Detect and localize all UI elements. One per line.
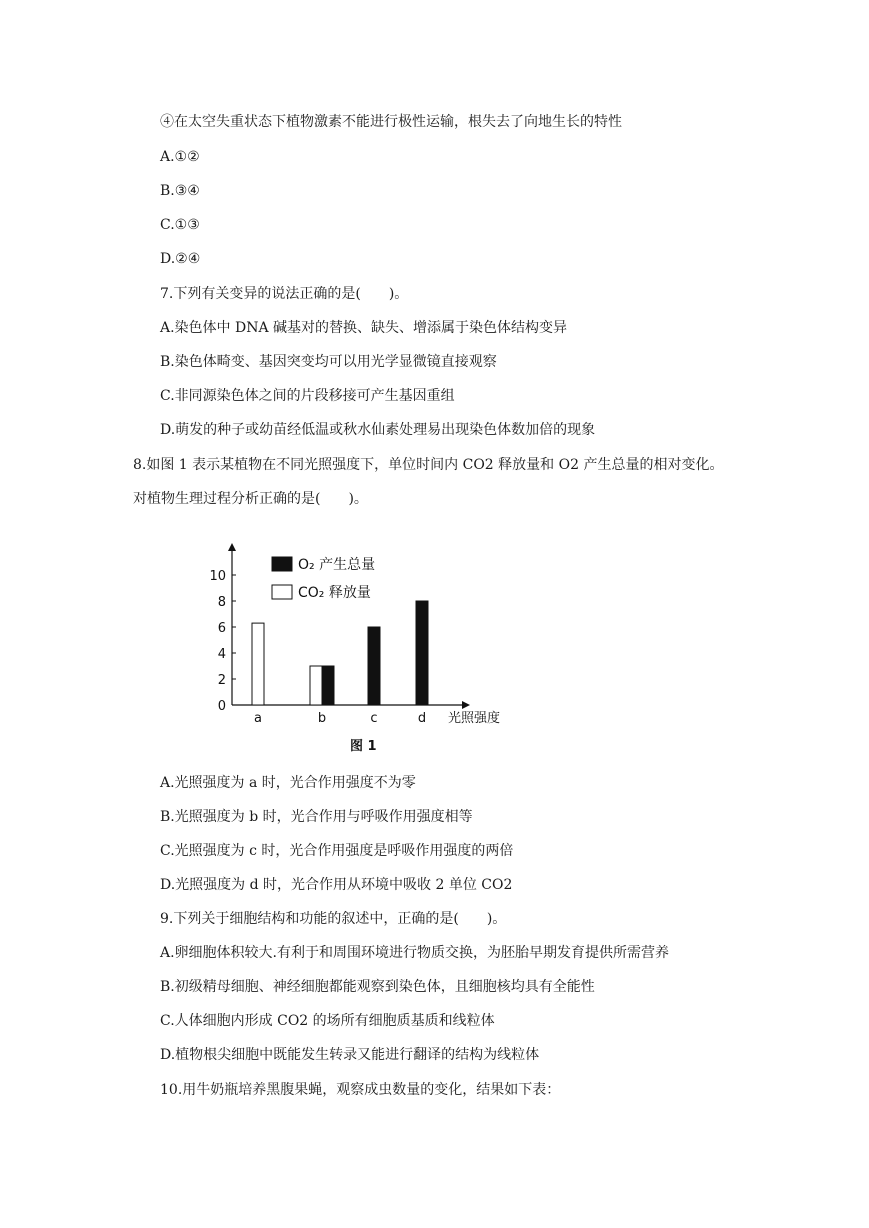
bar-o2-c [368,627,380,705]
legend-label: O₂ 产生总量 [298,557,376,573]
text-line-q7a: A.染色体中 DNA 碱基对的替换、缺失、增添属于染色体结构变异 [160,320,568,336]
y-tick-label: 10 [209,569,226,584]
figure-caption: 图 1 [350,739,377,754]
legend-swatch [272,557,292,571]
text-line-q7b: B.染色体畸变、基因突变均可以用光学显微镜直接观察 [160,354,497,370]
y-tick-label: 4 [217,647,226,662]
x-tick-label: a [254,711,262,726]
bar-co2-b [310,666,322,705]
x-tick-label: b [317,711,327,726]
y-tick-label: 2 [217,673,226,688]
bar-o2-b [322,666,334,705]
x-axis-label: 光照强度 [448,711,501,726]
text-line-q9D: D.植物根尖细胞中既能发生转录又能进行翻译的结构为线粒体 [160,1047,540,1063]
chart-legend [272,556,375,601]
legend-swatch [272,585,292,599]
text-line-q6b: B.③④ [160,183,200,199]
text-line-q6c: C.①③ [160,217,200,233]
y-tick-label: 8 [217,595,226,610]
text-line-q6d: D.②④ [160,251,201,267]
text-line-s4: ④在太空失重状态下植物激素不能进行极性运输，根失去了向地生长的特性 [160,114,622,130]
text-line-q7c: C.非同源染色体之间的片段移接可产生基因重组 [160,388,455,404]
text-line-q8: 8.如图 1 表示某植物在不同光照强度下，单位时间内 CO2 释放量和 O2 产生总量的相对变化。 [133,457,724,473]
y-tick-label: 0 [217,699,226,714]
text-line-q9A: A.卵细胞体积较大.有利于和周围环境进行物质交换，为胚胎早期发育提供所需营养 [160,945,670,961]
x-tick-label: d [417,711,427,726]
text-line-q6a: A.①② [160,149,200,165]
chart-bars [252,601,428,705]
legend-label: CO₂ 释放量 [298,585,371,601]
text-line-q9: 9.下列关于细胞结构和功能的叙述中，正确的是( )。 [160,911,507,927]
text-line-q8b: 对植物生理过程分析正确的是( )。 [133,491,368,507]
text-line-q10: 10.用牛奶瓶培养黑腹果蝇，观察成虫数量的变化，结果如下表： [160,1082,561,1098]
x-tick-label: c [370,711,378,726]
bar-o2-d [416,601,428,705]
text-line-q8D: D.光照强度为 d 时，光合作用从环境中吸收 2 单位 CO2 [160,877,513,893]
y-axis-arrow [228,543,236,551]
figure-1-bar-chart [200,535,540,760]
x-axis-ticks [254,711,426,726]
text-line-q9C: C.人体细胞内形成 CO2 的场所有细胞质基质和线粒体 [160,1013,495,1029]
text-line-q8C: C.光照强度为 c 时，光合作用强度是呼吸作用强度的两倍 [160,843,514,859]
text-line-q8B: B.光照强度为 b 时，光合作用与呼吸作用强度相等 [160,809,473,825]
text-line-q8A: A.光照强度为 a 时，光合作用强度不为零 [160,775,416,791]
text-line-q7: 7.下列有关变异的说法正确的是( )。 [160,286,409,302]
y-tick-label: 6 [217,621,226,636]
bar-co2-a [252,623,264,705]
text-line-q9B: B.初级精母细胞、神经细胞都能观察到染色体，且细胞核均具有全能性 [160,979,595,995]
text-line-q7d: D.萌发的种子或幼苗经低温或秋水仙素处理易出现染色体数加倍的现象 [160,422,596,438]
x-axis-arrow [462,701,470,709]
